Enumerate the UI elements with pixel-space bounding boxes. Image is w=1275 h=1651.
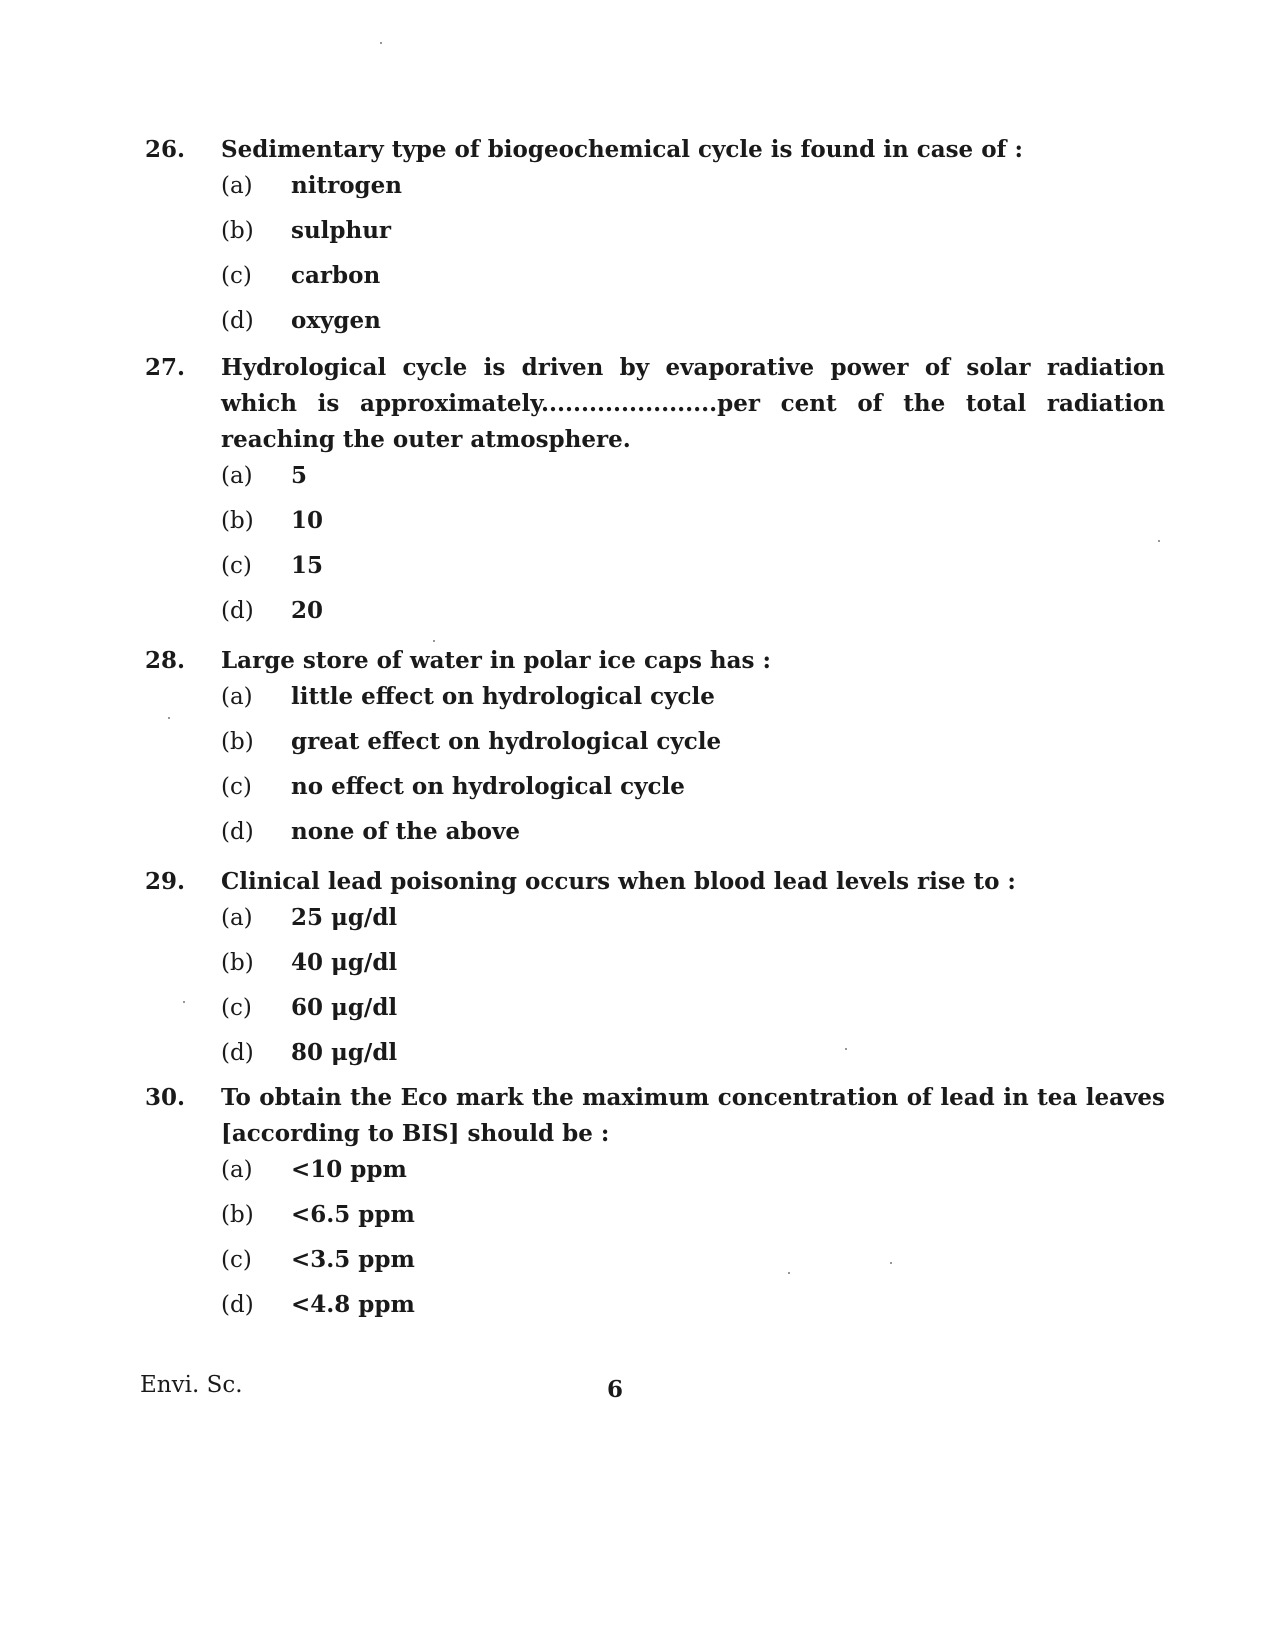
option-text: 60 μg/dl <box>291 994 398 1021</box>
question-30 <box>145 1080 1165 1336</box>
option-label: (d) <box>221 1040 254 1066</box>
option-c <box>221 1246 1165 1291</box>
option-a <box>221 462 1165 507</box>
options-list <box>221 462 1165 642</box>
scan-speck <box>845 1048 847 1050</box>
option-d <box>221 597 1165 642</box>
options-list <box>221 904 1165 1084</box>
option-text: <10 ppm <box>291 1156 407 1183</box>
option-c <box>221 262 1165 307</box>
question-text: To obtain the Eco mark the maximum concentration of lead in tea leaves [according to BIS] should be : <box>221 1084 1165 1147</box>
option-a <box>221 172 1165 217</box>
option-c <box>221 773 1165 818</box>
option-text: 20 <box>291 597 324 624</box>
option-text: carbon <box>291 262 381 289</box>
option-text: nitrogen <box>291 172 402 199</box>
option-text: 10 <box>291 507 324 534</box>
option-d <box>221 307 1165 352</box>
option-label: (c) <box>221 553 252 579</box>
option-label: (c) <box>221 995 252 1021</box>
option-label: (d) <box>221 598 254 624</box>
option-a <box>221 1156 1165 1201</box>
option-text: <4.8 ppm <box>291 1291 415 1318</box>
option-text: great effect on hydrological cycle <box>291 728 722 755</box>
option-d <box>221 1039 1165 1084</box>
option-text: 5 <box>291 462 308 489</box>
option-text: oxygen <box>291 307 381 334</box>
question-text: Hydrological cycle is driven by evaporative power of solar radiation which is approximately......................per cent of the total radiation reaching the outer atmosphere. <box>221 354 1165 453</box>
option-a <box>221 904 1165 949</box>
question-number: 28. <box>145 647 186 674</box>
option-a <box>221 683 1165 728</box>
option-label: (c) <box>221 1247 252 1273</box>
option-text: <6.5 ppm <box>291 1201 415 1228</box>
option-label: (d) <box>221 819 254 845</box>
question-text: Large store of water in polar ice caps has : <box>221 647 771 674</box>
question-29 <box>145 864 1165 1084</box>
option-label: (b) <box>221 1202 254 1228</box>
option-label: (a) <box>221 1157 253 1183</box>
scan-speck <box>890 1262 892 1264</box>
question-text: Clinical lead poisoning occurs when blood lead levels rise to : <box>221 868 1016 895</box>
question-27 <box>145 350 1165 642</box>
option-label: (a) <box>221 905 253 931</box>
option-b <box>221 1201 1165 1246</box>
question-number: 29. <box>145 868 186 895</box>
option-label: (b) <box>221 218 254 244</box>
option-c <box>221 994 1165 1039</box>
option-label: (b) <box>221 508 254 534</box>
question-number: 26. <box>145 136 186 163</box>
option-label: (c) <box>221 263 252 289</box>
option-d <box>221 818 1165 863</box>
option-text: 80 μg/dl <box>291 1039 398 1066</box>
option-text: sulphur <box>291 217 392 244</box>
options-list <box>221 172 1165 352</box>
scan-speck <box>168 717 170 719</box>
option-text: little effect on hydrological cycle <box>291 683 715 710</box>
scan-speck <box>1158 540 1160 542</box>
option-b <box>221 728 1165 773</box>
options-list <box>221 683 1165 863</box>
option-label: (d) <box>221 1292 254 1318</box>
option-label: (b) <box>221 729 254 755</box>
question-number: 27. <box>145 354 186 381</box>
option-d <box>221 1291 1165 1336</box>
option-text: no effect on hydrological cycle <box>291 773 685 800</box>
options-list <box>221 1156 1165 1336</box>
page-number: 6 <box>606 1376 623 1403</box>
scan-speck <box>183 1001 185 1003</box>
option-text: none of the above <box>291 818 520 845</box>
option-b <box>221 949 1165 994</box>
question-text: Sedimentary type of biogeochemical cycle is found in case of : <box>221 136 1023 163</box>
option-text: 40 μg/dl <box>291 949 398 976</box>
scan-speck <box>433 640 435 642</box>
option-label: (a) <box>221 684 253 710</box>
question-28 <box>145 643 1165 863</box>
option-b <box>221 217 1165 262</box>
option-c <box>221 552 1165 597</box>
option-text: 25 μg/dl <box>291 904 398 931</box>
option-label: (a) <box>221 173 253 199</box>
option-label: (d) <box>221 308 254 334</box>
option-b <box>221 507 1165 552</box>
question-26 <box>145 132 1165 352</box>
option-label: (b) <box>221 950 254 976</box>
option-label: (a) <box>221 463 253 489</box>
scan-speck <box>380 42 382 44</box>
option-text: <3.5 ppm <box>291 1246 415 1273</box>
option-label: (c) <box>221 774 252 800</box>
option-text: 15 <box>291 552 324 579</box>
footer-subject: Envi. Sc. <box>140 1372 243 1398</box>
question-number: 30. <box>145 1084 186 1111</box>
scan-speck <box>788 1272 790 1274</box>
